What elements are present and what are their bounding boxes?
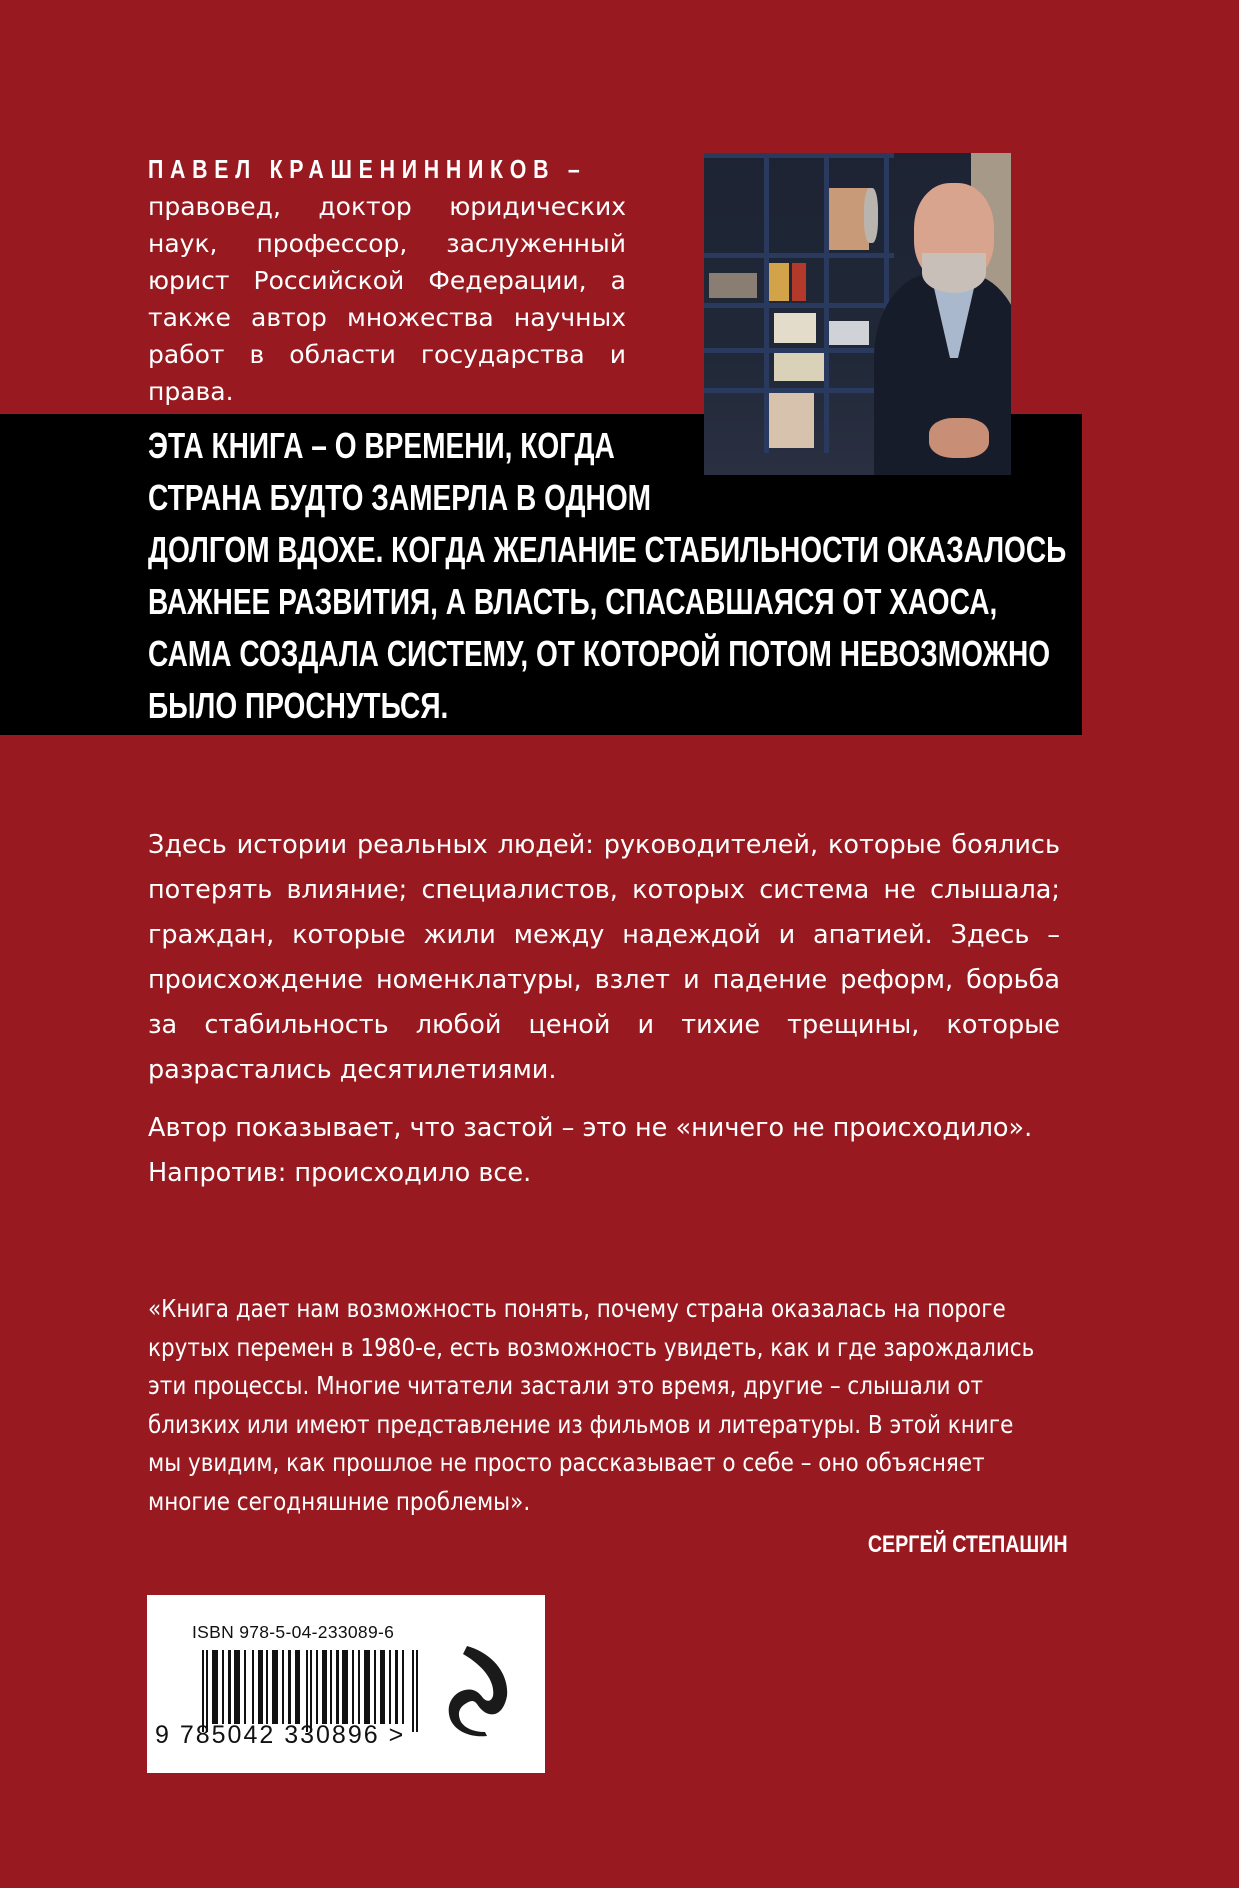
barcode-icon	[202, 1650, 420, 1732]
endorsement-quote	[148, 1290, 1068, 1521]
bookshelf-icon	[704, 153, 894, 158]
headline-line: ЭТА КНИГА – О ВРЕМЕНИ, КОГДА	[148, 425, 615, 466]
headline-line: БЫЛО ПРОСНУТЬСЯ.	[148, 685, 449, 726]
description-paragraph-2	[148, 1106, 1060, 1196]
barcode-digits: 9 785042 330896 >	[155, 1721, 406, 1749]
isbn-barcode-box	[147, 1595, 545, 1773]
book-icon	[829, 188, 869, 250]
headline-line: САМА СОЗДАЛА СИСТЕМУ, ОТ КОТОРОЙ ПОТОМ НЕВОЗМОЖНО	[148, 633, 1051, 674]
author-name: ПАВЕЛ КРАШЕНИННИКОВ –	[148, 154, 587, 184]
publisher-logo-icon	[447, 1640, 513, 1738]
description-paragraph-1: Здесь истории реальных людей: руководителей, которые боялись потерять влияние; специалистов, которых система не слышала; граждан, которые жили между надеждой и апатией. Здесь – происхождение номенклатуры, взлет и падение реформ, борьба за стабильность любой ценой и тихие трещины, которые разрастались десятилетиями.	[148, 830, 1060, 1085]
headline-line: ВАЖНЕЕ РАЗВИТИЯ, А ВЛАСТЬ, СПАСАВШАЯСЯ ОТ ХАОСА,	[148, 581, 998, 622]
book-icon	[769, 263, 789, 301]
author-bio-text: правовед, доктор юридических наук, профессор, заслуженный юрист Российской Федерации, а также автор множества научных работ в области государства и права.	[148, 192, 626, 406]
quote-line: эти процессы. Многие читатели застали это время, другие – слышали от	[148, 1371, 984, 1400]
book-icon	[774, 353, 824, 381]
vase-icon	[864, 188, 878, 243]
shelf-board	[704, 303, 894, 308]
headline-line: ДОЛГОМ ВДОХЕ. КОГДА ЖЕЛАНИЕ СТАБИЛЬНОСТИ ОКАЗАЛОСЬ	[148, 529, 1067, 570]
headline	[148, 420, 1078, 732]
headline-line: СТРАНА БУДТО ЗАМЕРЛА В ОДНОМ	[148, 477, 652, 518]
paragraph-line: Автор показывает, что застой – это не «ничего не происходило».	[148, 1113, 1033, 1143]
book-icon	[792, 263, 806, 301]
quote-author: СЕРГЕЙ СТЕПАШИН	[868, 1531, 1068, 1558]
paragraph-line: Напротив: происходило все.	[148, 1158, 532, 1188]
quote-line: крутых перемен в 1980-е, есть возможность увидеть, как и где зарождались	[148, 1332, 1035, 1362]
quote-line: мы увидим, как прошлое не просто рассказывает о себе – оно объясняет	[148, 1448, 985, 1477]
isbn-label: ISBN 978-5-04-233089-6	[192, 1622, 395, 1642]
quote-line: многие сегодняшние проблемы».	[148, 1486, 531, 1516]
author-bio	[148, 150, 626, 410]
book-icon	[829, 321, 869, 345]
book-icon	[709, 273, 757, 298]
person-beard	[922, 253, 986, 293]
shelf-board	[704, 253, 894, 258]
quote-line: близких или имеют представление из фильмов и литературы. В этой книге	[148, 1409, 1014, 1439]
book-icon	[774, 313, 816, 343]
quote-line: «Книга дает нам возможность понять, почему страна оказалась на пороге	[148, 1294, 1006, 1323]
